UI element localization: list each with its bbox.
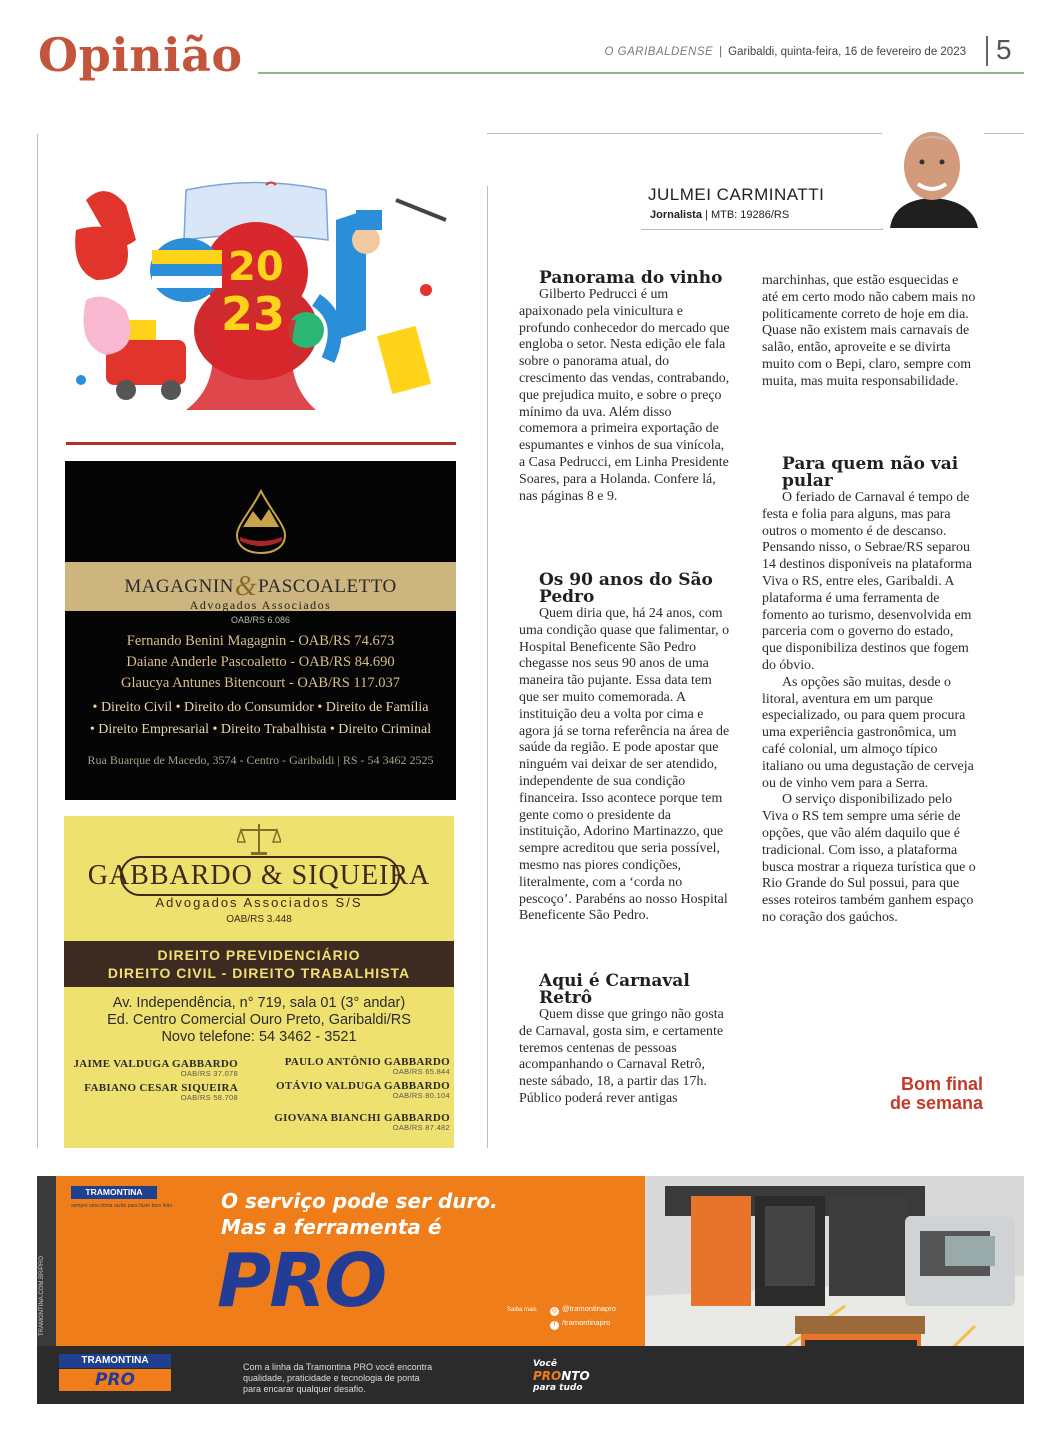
lawyer-entry [260, 1056, 450, 1076]
firm-name-left: MAGAGNIN [124, 576, 234, 597]
lawyer-name: Glaucya Antunes Bitencourt - OAB/RS 117.037 [121, 675, 400, 691]
ad-vertical-url: TRAMONTINA.COM.BR/PRO [39, 1255, 45, 1336]
firm-subtitle: Advogados Associados S/S [155, 895, 363, 910]
instagram-icon: ◎ [551, 1308, 558, 1314]
closing-message [848, 1075, 983, 1113]
slogan-line [533, 1369, 590, 1383]
mountain-drop-logo-icon [233, 489, 289, 555]
article-body: Quem diria que, há 24 anos, com uma condição quase que falimentar, o Hospital Beneficente São Pedro chegasse nos seus 90 anos de uma maneira tão pujante. Essa data tem que ser muito comemorada. A instituição deu a volta por cima e agora já se torna referência na área de saúde da região. E pode apostar que ninguém vai deixar de ser atendido, independente de sua condição financeira. Isso acontece porque tem gente como o presidente da instituição, Adorino Martinazzo, que sempre acreditou que seria possível, mesmo nas piores condições, literalmente, com a ‘corda no pescoço’. Parabéns ao nosso Hospital Beneficente São Pedro. [519, 606, 730, 924]
ad-pro-wordmark: PRO [217, 1238, 386, 1324]
article-body: Gilberto Pedrucci é um apaixonado pela vinicultura e profundo conhecedor do mercado que engloba o setor. Nesta edição ele fala sobre o panorama atual, do crescimento das vendas, contrabando, que prejudica muito, e sobre o preço mínimo da uva. Além disso comemora a primeira exportação de espumantes e vinhos de sua vinícola, a Casa Pedrucci, em Linha Presidente Soares, para a Holanda. Confere lá, nas páginas 8 e 9. [519, 287, 730, 504]
facebook-icon: f [550, 1321, 559, 1330]
firm-ampersand: & [234, 571, 258, 602]
article-body: Quem disse que gringo não gosta de Carnaval, gosta sim, e certamente teremos centenas de pessoas acompanhando o Carnaval Retrô, neste sábado, 18, a partir das 17h. Público poderá rever antigas [519, 1007, 724, 1106]
carnival-illustration [66, 180, 454, 416]
closing-line: de semana [889, 1093, 983, 1113]
firm-oab: OAB/RS 6.086 [230, 615, 291, 625]
law-firm-ad-gabbardo [64, 816, 454, 1148]
law-firm-ad-magagnin [65, 461, 456, 800]
slogan-line: para tudo [533, 1383, 583, 1393]
ad-headline-line: Mas a ferramenta é [221, 1215, 442, 1239]
article-title: Aqui é Carnaval Retrô [539, 971, 690, 1008]
firm-name: GABBARDO & SIQUEIRA [87, 860, 431, 891]
article-body: O feriado de Carnaval é tempo de festa e folia para alguns, mas para outros o momento é de descanso. Pensando nisso, o Sebrae/RS separou 14 destinos disponíveis na plataforma Viva o RS, entre eles, Garibaldi. A plataforma é uma ferramenta de fomento ao turismo, desenvolvida em parceria com o governo do estado, que disponibiliza destinos que fogem do óbvio. [762, 490, 972, 673]
article-body: As opções são muitas, desde o litoral, aventura em um parque especializado, ou para quem procura uma experiência gastronômica, um café colonial, um almoço típico italiano ou uma degustação de cerveja ou de vinho vem para a Serra. [762, 674, 974, 791]
lawyer-name: Daiane Anderle Pascoaletto - OAB/RS 84.690 [126, 654, 395, 670]
red-divider [66, 442, 456, 445]
ad-saiba-mais: Saiba mais [507, 1307, 537, 1313]
dateline: Garibaldi, quinta-feira, 16 de fevereiro de 2023 [728, 46, 966, 58]
practice-area-line: • Direito Civil • Direito do Consumidor • Direito de Família [92, 700, 429, 715]
tramontina-pro-logo-bottom: PRO [59, 1369, 171, 1391]
article-carnaval-retro [519, 973, 733, 1108]
tramontina-logo: TRAMONTINA [71, 1186, 157, 1199]
practice-area-line: DIREITO PREVIDENCIÁRIO [157, 947, 361, 963]
header-meta [605, 46, 966, 58]
article-title: Panorama do vinho [539, 268, 723, 288]
slogan-line: Você [533, 1359, 557, 1369]
firm-name-right: PASCOALETTO [258, 576, 397, 597]
header-rule [258, 72, 1024, 74]
lawyer-name: PAULO ANTÔNIO GABBARDO [284, 1056, 450, 1068]
lawyer-name: OTÁVIO VALDUGA GABBARDO [276, 1080, 450, 1092]
lawyer-oab: OAB/RS 87.482 [392, 1123, 450, 1132]
author-title: Jornalista [650, 209, 702, 221]
practice-area-line: • Direito Empresarial • Direito Trabalhista • Direito Criminal [89, 722, 432, 737]
lawyer-list [65, 631, 456, 694]
lawyer-name: GIOVANA BIANCHI GABBARDO [274, 1112, 450, 1124]
article-body: O serviço disponibilizado pelo Viva o RS tem sempre uma série de opções, que vão além daquilo que é tradicional. Com isso, a plataforma busca mostrar a riqueza turística que o Rio Grande do Sul possui, para que esses roteiros também ganhem espaço no coração dos gaúchos. [762, 792, 976, 925]
article-panorama-do-vinho [519, 270, 733, 505]
instagram-handle: @tramontinapro [562, 1304, 616, 1313]
lawyer-oab: OAB/RS 65.844 [392, 1067, 450, 1076]
section-title: Opinião [38, 28, 243, 82]
closing-line: Bom final [900, 1074, 983, 1094]
firm-subtitle: Advogados Associados [189, 598, 332, 612]
article-body: marchinhas, que estão esquecidas e até em certo modo não cabem mais no politicamente correto de hoje em dia. Quase não existem mais carnavais de salão, então, aproveite e se divirta muito com o Bepi, claro, sempre com muita, mas muita responsabilidade. [762, 273, 976, 389]
lawyer-name: Fernando Benini Magagnin - OAB/RS 74.673 [126, 633, 395, 649]
tramontina-ad [37, 1176, 1024, 1404]
ad-headline [221, 1188, 498, 1240]
firm-address [64, 995, 454, 1046]
tramontina-pro-logo-top: TRAMONTINA [59, 1354, 171, 1368]
newspaper-name: O GARIBALDENSE [604, 46, 714, 58]
left-column-rule [37, 134, 38, 1148]
address-line: Av. Independência, n° 719, sala 01 (3° andar) [112, 995, 406, 1011]
instagram-link[interactable] [550, 1302, 616, 1316]
slogan-nto: NTO [561, 1369, 590, 1383]
lawyer-oab: OAB/RS 80.104 [392, 1091, 450, 1100]
tramontina-tagline: sempre uma ótima razão para fazer bem feito [71, 1203, 173, 1209]
year-top: 20 [228, 244, 284, 290]
scales-of-justice-icon [237, 822, 281, 856]
ad-bottom-band [37, 1346, 1024, 1404]
facebook-handle: /tramontinapro [562, 1318, 611, 1327]
ad-description-line: Com a linha da Tramontina PRO você encontra [243, 1362, 433, 1372]
ad-social-links [550, 1302, 616, 1330]
year-bottom: 23 [221, 287, 286, 341]
firm-oab: OAB/RS 3.448 [226, 914, 292, 925]
ad-slogan [533, 1359, 590, 1393]
column-left-rule [487, 186, 488, 1148]
firm-address: Rua Buarque de Macedo, 3574 - Centro - Garibaldi | RS - 54 3462 2525 [87, 753, 434, 767]
lawyer-entry [240, 1112, 450, 1132]
page-divider [986, 36, 988, 66]
practice-areas [64, 946, 454, 982]
article-90-anos-sao-pedro [519, 572, 733, 925]
practice-areas [65, 697, 456, 741]
slogan-pro: PRO [533, 1369, 562, 1383]
article-para-quem-nao-vai-pular [762, 456, 976, 927]
ad-headline-line: O serviço pode ser duro. [221, 1189, 498, 1213]
page-number: 5 [996, 34, 1012, 65]
practice-area-line: DIREITO CIVIL - DIREITO TRABALHISTA [107, 965, 411, 981]
lawyer-name: JAIME VALDUGA GABBARDO [73, 1058, 238, 1070]
author-role: Jornalista | MTB: 19286/RS [650, 209, 790, 221]
facebook-link[interactable] [550, 1316, 616, 1330]
article-title: Os 90 anos do São Pedro [539, 570, 713, 607]
ad-description-line: qualidade, praticidade e tecnologia de ponta [243, 1373, 420, 1383]
address-line: Ed. Centro Comercial Ouro Preto, Garibaldi/RS [107, 1012, 411, 1028]
author-portrait [882, 120, 984, 228]
meta-separator: | [719, 46, 723, 58]
lawyer-entry [260, 1080, 450, 1100]
ad-description-line: para encarar qualquer desafio. [243, 1384, 366, 1394]
lawyer-entry [66, 1082, 238, 1102]
article-title: Para quem não vai pular [782, 454, 959, 491]
lawyer-oab: OAB/RS 58.708 [180, 1093, 238, 1102]
ad-description [243, 1362, 432, 1395]
author-registration: MTB: 19286/RS [710, 209, 790, 221]
lawyer-entry [66, 1058, 238, 1078]
article-carnaval-retro-continued [762, 273, 976, 391]
lawyer-name: FABIANO CESAR SIQUEIRA [84, 1082, 238, 1094]
phone-line: Novo telefone: 54 3462 - 3521 [161, 1029, 357, 1045]
lawyer-oab: OAB/RS 37.078 [180, 1069, 238, 1078]
author-name: JULMEI CARMINATTI [648, 185, 825, 204]
